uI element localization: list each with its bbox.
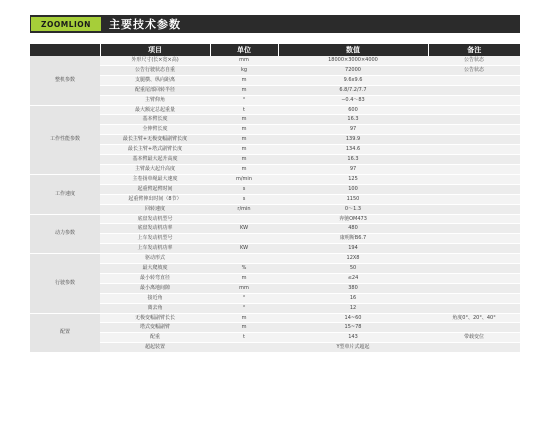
value-cell: 9.6x9.6 [278, 75, 428, 85]
note-cell [428, 105, 520, 115]
group-label: 行驶参数 [30, 254, 100, 313]
item-cell: 起重臂伸出时间（8节） [100, 194, 210, 204]
header-note: 备注 [428, 44, 520, 56]
value-cell: 奔驰OM473 [278, 214, 428, 224]
note-cell [428, 303, 520, 313]
note-cell [428, 155, 520, 165]
unit-cell: mm [210, 56, 278, 65]
group-label: 工作速度 [30, 174, 100, 214]
note-cell [428, 164, 520, 174]
table-row [30, 264, 520, 274]
value-cell: 0～1.3 [278, 204, 428, 214]
title-bar [30, 15, 520, 33]
unit-cell [210, 214, 278, 224]
item-cell: 公告行驶状态自重 [100, 65, 210, 75]
note-cell [428, 293, 520, 303]
note-cell [428, 283, 520, 293]
value-cell: 15~78 [278, 323, 428, 333]
note-cell [428, 254, 520, 264]
note-cell: 角度0°、20°、40° [428, 313, 520, 323]
item-cell: 基本臂最大起升高度 [100, 155, 210, 165]
value-cell: 97 [278, 125, 428, 135]
value-cell: ≤24 [278, 273, 428, 283]
unit-cell: m [210, 85, 278, 95]
value-cell: 134.6 [278, 145, 428, 155]
unit-cell: t [210, 333, 278, 343]
table-row [30, 155, 520, 165]
table-row [30, 75, 520, 85]
table-row [30, 145, 520, 155]
header-group [30, 44, 100, 56]
table-row [30, 105, 520, 115]
unit-cell: mm [210, 283, 278, 293]
table-row [30, 214, 520, 224]
unit-cell: m/min [210, 174, 278, 184]
table-row [30, 85, 520, 95]
group-label: 整机参数 [30, 56, 100, 105]
unit-cell: m [210, 145, 278, 155]
item-cell: 离去角 [100, 303, 210, 313]
group-label: 动力参数 [30, 214, 100, 254]
unit-cell: KW [210, 224, 278, 234]
unit-cell: ° [210, 95, 278, 105]
item-cell: 最大额定总起重量 [100, 105, 210, 115]
unit-cell: m [210, 323, 278, 333]
header-unit: 单位 [210, 44, 278, 56]
value-cell: 14~60 [278, 313, 428, 323]
item-cell: 配重 [100, 333, 210, 343]
group-label: 工作性能参数 [30, 105, 100, 174]
value-cell: 380 [278, 283, 428, 293]
table-row [30, 303, 520, 313]
unit-cell: m [210, 164, 278, 174]
value-cell: 480 [278, 224, 428, 234]
unit-cell: ° [210, 293, 278, 303]
note-cell [428, 145, 520, 155]
value-cell: 72000 [278, 65, 428, 75]
unit-cell: m [210, 115, 278, 125]
table-header-row [30, 44, 520, 56]
note-cell [428, 224, 520, 234]
item-cell: 基本臂长度 [100, 115, 210, 125]
unit-cell: s [210, 194, 278, 204]
value-cell: 1150 [278, 194, 428, 204]
item-cell: 回转速度 [100, 204, 210, 214]
unit-cell [210, 343, 278, 353]
value-cell: 6.8/7.2/7.7 [278, 85, 428, 95]
value-cell: 139.9 [278, 135, 428, 145]
table-row [30, 254, 520, 264]
table-row [30, 204, 520, 214]
item-cell: 最长主臂+塔式副臂长度 [100, 145, 210, 155]
item-cell: 主臂仰角 [100, 95, 210, 105]
value-cell: 600 [278, 105, 428, 115]
note-cell [428, 214, 520, 224]
value-cell: 143 [278, 333, 428, 343]
note-cell [428, 125, 520, 135]
note-cell: 公告状态 [428, 56, 520, 65]
unit-cell [210, 234, 278, 244]
unit-cell: kg [210, 65, 278, 75]
item-cell: 外形尺寸(长×宽×高) [100, 56, 210, 65]
unit-cell: % [210, 264, 278, 274]
value-cell: 50 [278, 264, 428, 274]
item-cell: 起重臂起臂时间 [100, 184, 210, 194]
table-row [30, 164, 520, 174]
value-cell: 12 [278, 303, 428, 313]
table-row [30, 125, 520, 135]
unit-cell: m [210, 75, 278, 85]
value-cell: −0.4～83 [278, 95, 428, 105]
item-cell: 最小转弯直径 [100, 273, 210, 283]
note-cell: 公告状态 [428, 65, 520, 75]
value-cell: 125 [278, 174, 428, 184]
table-row [30, 115, 520, 125]
item-cell: 接近角 [100, 293, 210, 303]
note-cell [428, 115, 520, 125]
value-cell: 康明斯B6.7 [278, 234, 428, 244]
header-item: 项目 [100, 44, 210, 56]
note-cell [428, 234, 520, 244]
unit-cell: KW [210, 244, 278, 254]
unit-cell: ° [210, 303, 278, 313]
note-cell [428, 264, 520, 274]
table-row [30, 174, 520, 184]
item-cell: 底盘发动机功率 [100, 224, 210, 234]
item-cell: 塔式变幅副臂 [100, 323, 210, 333]
table-row [30, 333, 520, 343]
note-cell [428, 135, 520, 145]
value-cell: 194 [278, 244, 428, 254]
note-cell [428, 85, 520, 95]
group-label: 配置 [30, 313, 100, 353]
item-cell: 驱动形式 [100, 254, 210, 264]
value-cell: 100 [278, 184, 428, 194]
value-cell: 18000×3000×4000 [278, 56, 428, 65]
note-cell [428, 174, 520, 184]
note-cell [428, 75, 520, 85]
table-row [30, 244, 520, 254]
table-row [30, 184, 520, 194]
note-cell [428, 184, 520, 194]
zoomlion-logo: ZOOMLION [31, 17, 101, 31]
table-row [30, 273, 520, 283]
unit-cell: r/min [210, 204, 278, 214]
item-cell: 最长主臂+无极变幅副臂长度 [100, 135, 210, 145]
note-cell [428, 204, 520, 214]
item-cell: 上车发动机型号 [100, 234, 210, 244]
value-cell: Y型单片式超起 [278, 343, 428, 353]
value-cell: 16.3 [278, 115, 428, 125]
unit-cell: m [210, 125, 278, 135]
value-cell: 12X8 [278, 254, 428, 264]
page-title: 主要技术参数 [109, 18, 181, 31]
item-cell: 支腿横、纵向距离 [100, 75, 210, 85]
value-cell: 16 [278, 293, 428, 303]
header-value: 数值 [278, 44, 428, 56]
table-row [30, 293, 520, 303]
item-cell: 底盘发动机型号 [100, 214, 210, 224]
unit-cell: m [210, 313, 278, 323]
table-row [30, 56, 520, 65]
item-cell: 主卷扬单绳最大速度 [100, 174, 210, 184]
note-cell [428, 244, 520, 254]
item-cell: 上车发动机功率 [100, 244, 210, 254]
value-cell: 97 [278, 164, 428, 174]
note-cell [428, 95, 520, 105]
note-cell [428, 194, 520, 204]
unit-cell: t [210, 105, 278, 115]
table-row [30, 343, 520, 353]
note-cell [428, 343, 520, 353]
unit-cell: m [210, 135, 278, 145]
item-cell: 超起装置 [100, 343, 210, 353]
table-row [30, 95, 520, 105]
table-row [30, 323, 520, 333]
item-cell: 最小离地间隙 [100, 283, 210, 293]
spec-table [30, 44, 520, 353]
note-cell [428, 323, 520, 333]
unit-cell: s [210, 184, 278, 194]
table-row [30, 234, 520, 244]
item-cell: 最大爬坡度 [100, 264, 210, 274]
item-cell: 配重尾部回转半径 [100, 85, 210, 95]
table-row [30, 65, 520, 75]
table-row [30, 224, 520, 234]
item-cell: 主臂最大起升高度 [100, 164, 210, 174]
value-cell: 16.3 [278, 155, 428, 165]
table-row [30, 194, 520, 204]
unit-cell [210, 254, 278, 264]
unit-cell: m [210, 155, 278, 165]
unit-cell: m [210, 273, 278, 283]
table-row [30, 283, 520, 293]
item-cell: 无极变幅副臂长长 [100, 313, 210, 323]
item-cell: 全伸臂长度 [100, 125, 210, 135]
note-cell [428, 273, 520, 283]
note-cell: 带载变位 [428, 333, 520, 343]
table-row [30, 313, 520, 323]
table-row [30, 135, 520, 145]
